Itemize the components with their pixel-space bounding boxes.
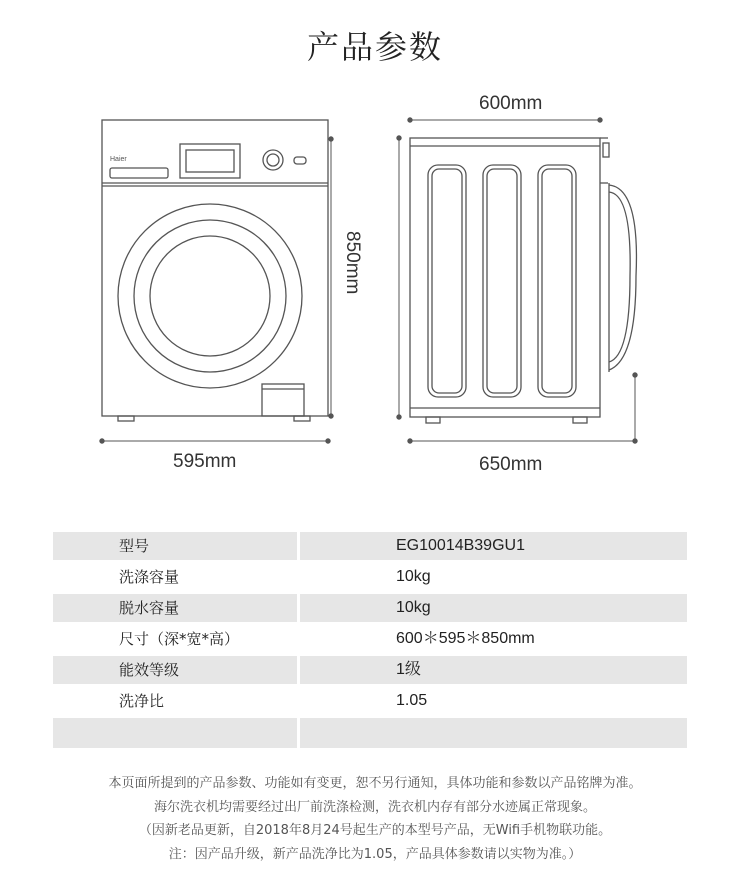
spec-row	[53, 656, 687, 684]
note-line: 本页面所提到的产品参数、功能如有变更，恕不另行通知，具体功能和参数以产品铭牌为准。	[108, 776, 642, 791]
spec-value: 1.05	[396, 692, 428, 709]
spec-label: 洗涤容量	[119, 568, 180, 586]
disclaimer-notes	[0, 772, 750, 866]
spec-row	[53, 563, 687, 591]
spec-row	[53, 687, 687, 715]
side-depth-label: 600mm	[479, 93, 543, 114]
front-brand-logo: Haier	[110, 156, 127, 163]
note-line: 注：因产品升级，新产品洗净比为1.05，产品具体参数请以实物为准。）	[168, 846, 582, 862]
spec-label: 尺寸（深*宽*高）	[119, 630, 240, 648]
side-height-dimension	[397, 136, 401, 419]
side-depth-dimension	[408, 118, 602, 122]
spec-row	[53, 594, 687, 622]
front-view-drawing	[102, 120, 328, 421]
spec-row	[53, 625, 687, 653]
front-height-label: 850mm	[342, 231, 363, 295]
spec-label: 型号	[53, 532, 297, 560]
front-width-dimension	[100, 439, 330, 443]
note-line: （因新老品更新，自2018年8月24号起生产的本型号产品，无Wifi手机物联功能。	[138, 823, 612, 838]
spec-label: 脱水容量	[53, 594, 297, 622]
spec-label: 能效等级	[53, 656, 297, 684]
spec-value: EG10014B39GU1	[300, 532, 687, 560]
spec-label: 洗净比	[119, 692, 165, 710]
spec-table	[53, 532, 687, 751]
dimension-diagram	[0, 80, 750, 500]
spec-row	[53, 718, 687, 748]
front-width-label: 595mm	[173, 451, 237, 472]
spec-value: 1级	[300, 656, 687, 684]
spec-value	[300, 718, 687, 748]
spec-row	[53, 532, 687, 560]
spec-value: 10kg	[300, 594, 687, 622]
note-line: 海尔洗衣机均需要经过出厂前洗涤检测，洗衣机内存有部分水迹属正常现象。	[153, 799, 596, 815]
page-title: 产品参数	[306, 28, 443, 66]
spec-value: 10kg	[396, 568, 431, 585]
spec-label	[53, 718, 297, 748]
side-view-drawing	[410, 138, 636, 423]
front-height-dimension	[329, 137, 333, 418]
side-total-depth-label: 650mm	[479, 454, 543, 475]
spec-value: 600＊595＊850mm	[396, 630, 535, 647]
